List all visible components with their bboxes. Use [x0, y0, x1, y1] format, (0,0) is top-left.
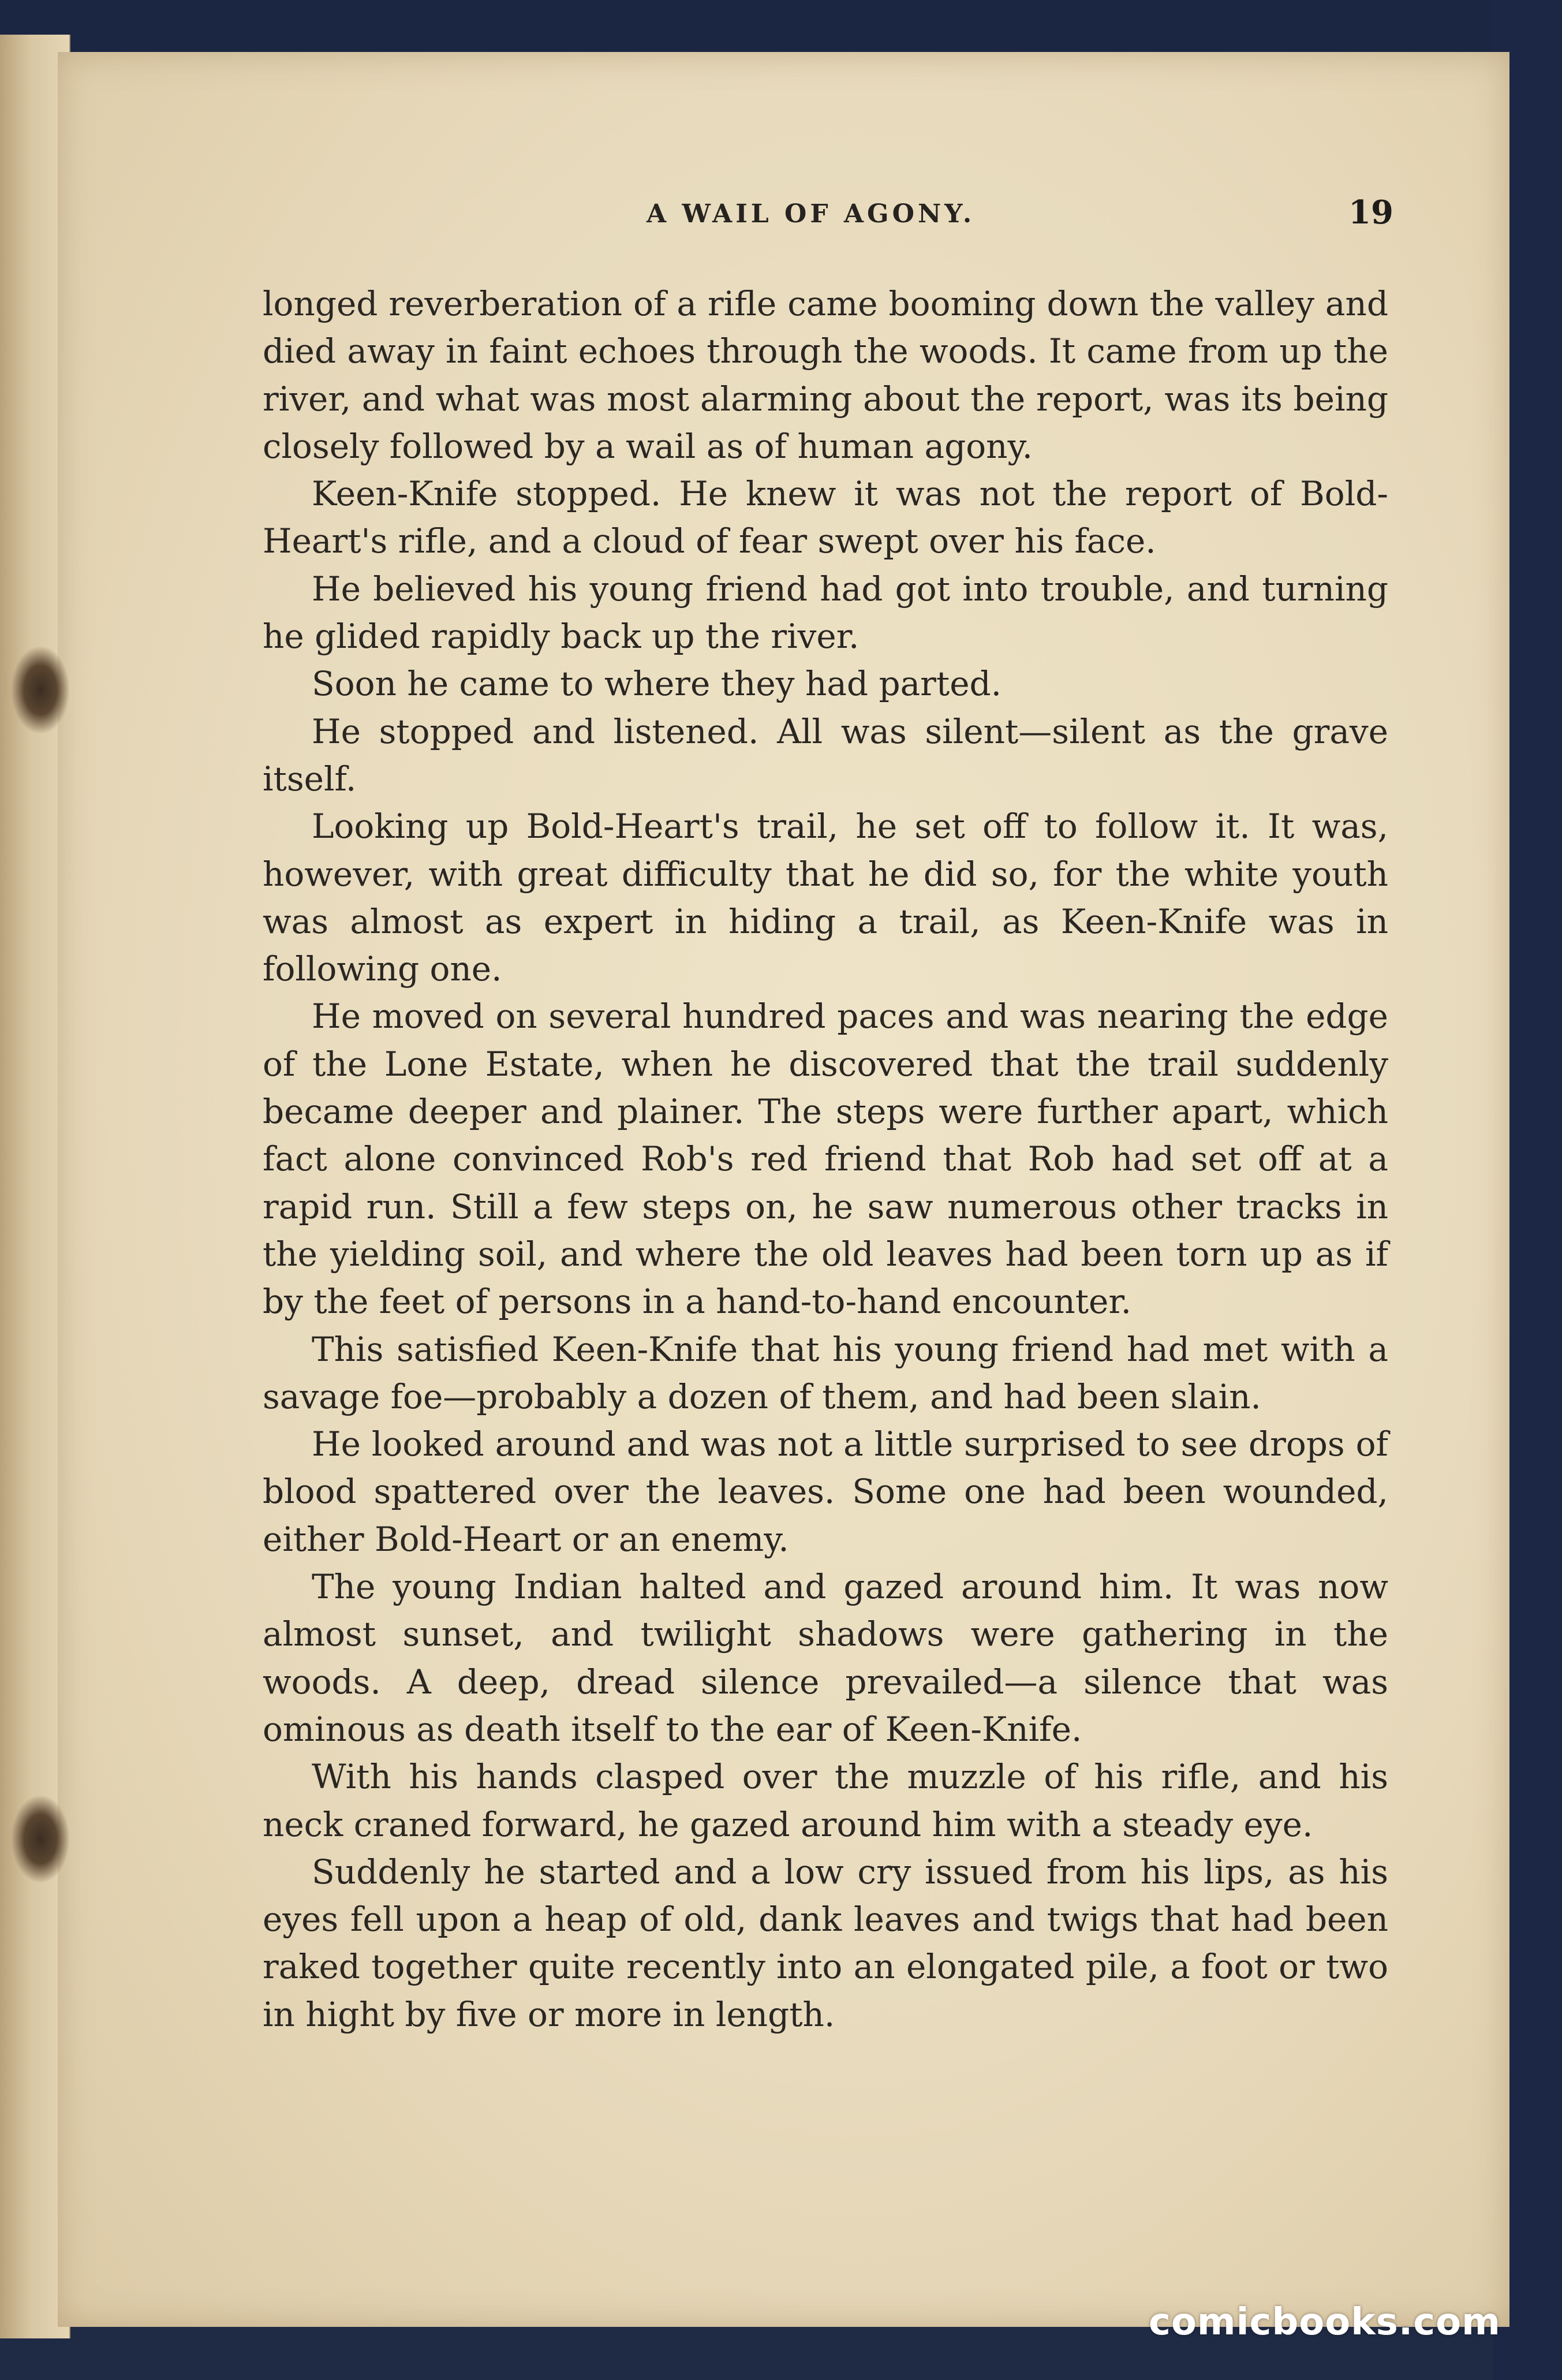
paragraph: Keen-Knife stopped. He knew it was not the report of Bold-Heart's rifle, and a cloud of fear swept over his face.	[263, 474, 1388, 561]
binding-thread-mark	[12, 647, 69, 733]
running-head: A WAIL OF AGONY.	[647, 199, 976, 229]
paragraph: He moved on several hundred paces and was nearing the edge of the Lone Estate, when he discovered that the trail suddenly became deeper and plainer. The steps were further apart, which fact alone convinced Rob's red friend that Rob had set off at a rapid run. Still a few steps on, he saw numerous other tracks in the yielding soil, and where the old leaves had been torn up as if by the feet of persons in a hand-to-hand encounter.	[263, 997, 1388, 1322]
body-text	[263, 280, 1388, 2038]
paragraph: Soon he came to where they had parted.	[312, 664, 1002, 704]
binding-thread-mark	[12, 1796, 69, 1882]
paragraph: He looked around and was not a little surprised to see drops of blood spattered over the leaves. Some one had been wounded, either Bold-Heart or an enemy.	[263, 1424, 1388, 1559]
paragraph: longed reverberation of a rifle came booming down the valley and died away in faint echoes through the woods. It came from up the river, and what was most alarming about the report, was its being closely followed by a wail as of human agony.	[263, 284, 1388, 466]
paragraph: Suddenly he started and a low cry issued from his lips, as his eyes fell upon a heap of old, dank leaves and twigs that had been raked together quite recently into an elongated pile, a foot or two in hight by five or more in length.	[263, 1852, 1388, 2034]
page-number: 19	[1348, 193, 1393, 232]
paragraph: He believed his young friend had got into trouble, and turning he glided rapidly back up the river.	[263, 569, 1388, 656]
paragraph: With his hands clasped over the muzzle of his rifle, and his neck craned forward, he gazed around him with a steady eye.	[263, 1757, 1388, 1844]
watermark: comicbooks.com	[1149, 2301, 1501, 2344]
paragraph: He stopped and listened. All was silent—silent as the grave itself.	[263, 711, 1388, 799]
paragraph: Looking up Bold-Heart's trail, he set off to follow it. It was, however, with great difficulty that he did so, for the white youth was almost as expert in hiding a trail, as Keen-Knife was in following one.	[263, 807, 1388, 989]
paragraph: This satisfied Keen-Knife that his young friend had met with a savage foe—probably a dozen of them, and had been slain.	[263, 1329, 1388, 1416]
paragraph: The young Indian halted and gazed around him. It was now almost sunset, and twilight shadows were gathering in the woods. A deep, dread silence prevailed—a silence that was ominous as death itself to the ear of Keen-Knife.	[263, 1567, 1388, 1749]
